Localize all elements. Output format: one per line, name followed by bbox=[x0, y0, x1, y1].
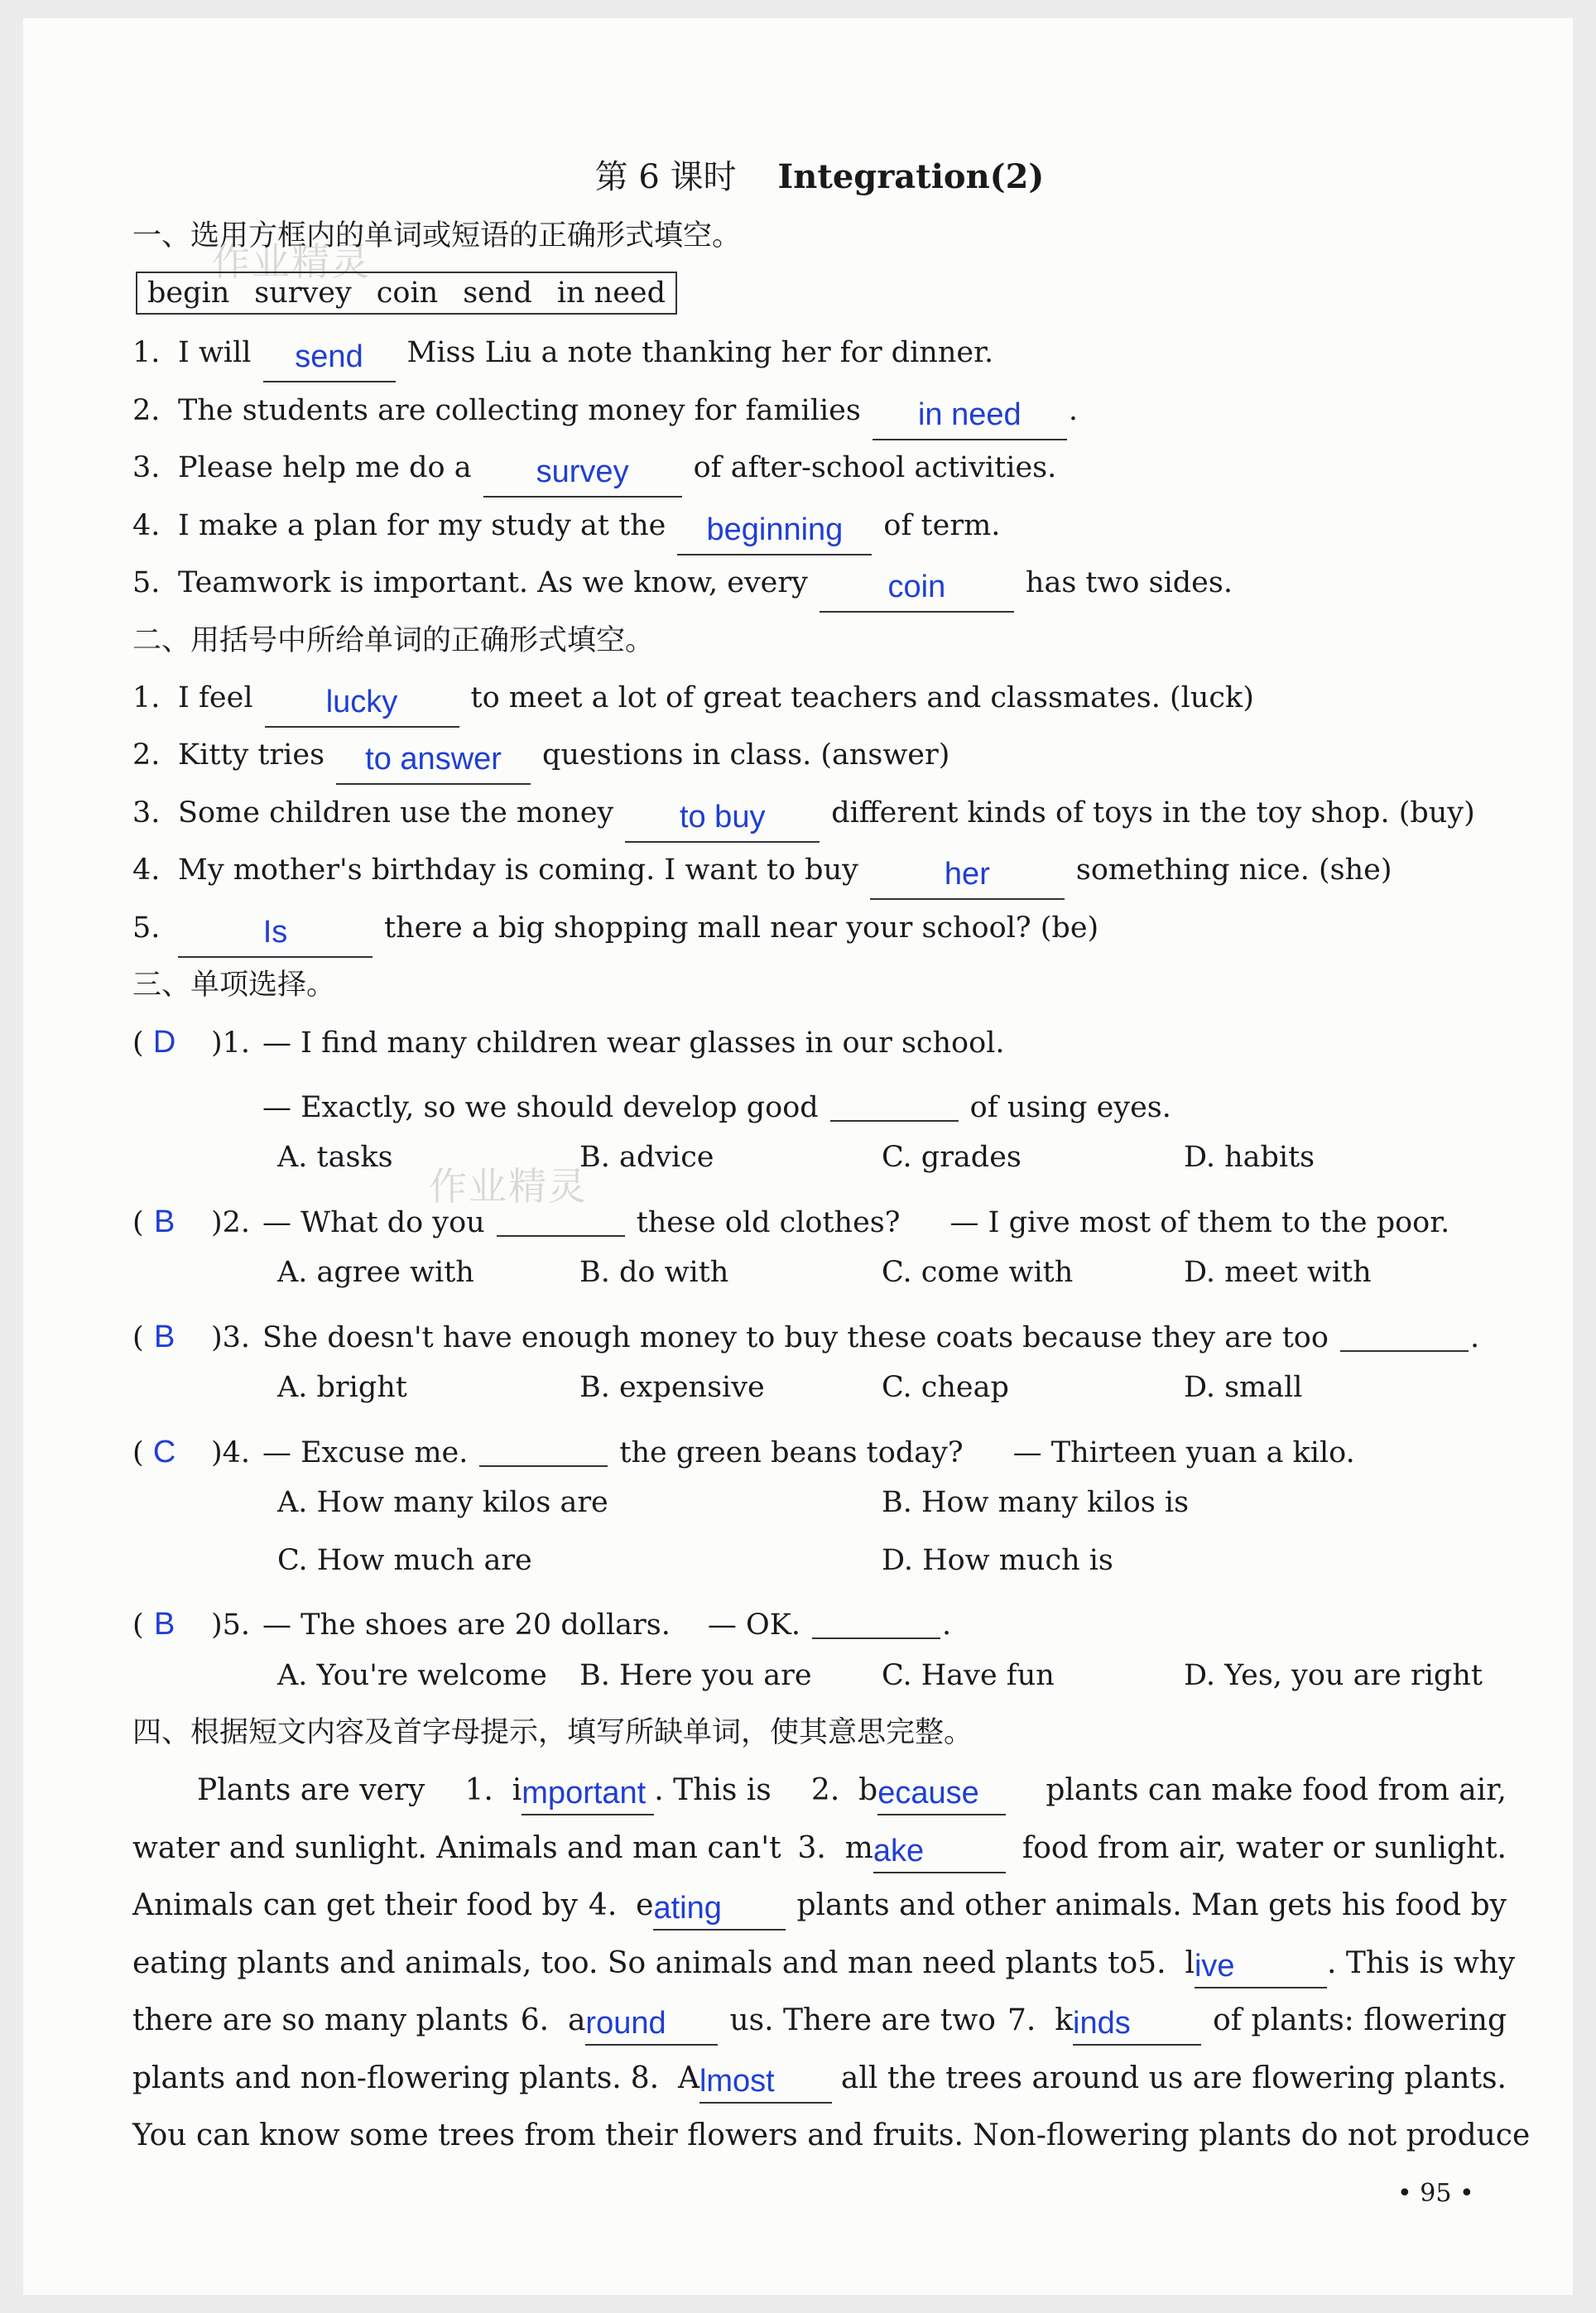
blank-number: 5. bbox=[1137, 1945, 1166, 1980]
item-text: of after-school activities. bbox=[693, 451, 1057, 484]
answer-text: her bbox=[944, 857, 990, 892]
mc-question bbox=[132, 1302, 1507, 1360]
answer-choice: C bbox=[152, 1434, 176, 1469]
question-number: )4. bbox=[211, 1435, 251, 1469]
blank-group bbox=[1137, 1935, 1515, 1993]
s2-item bbox=[132, 670, 1507, 728]
option[interactable]: A. bright bbox=[277, 1371, 407, 1404]
blank-group bbox=[811, 1762, 1006, 1820]
question-text: She doesn't have enough money to buy these coats because they are too bbox=[262, 1320, 1329, 1354]
option[interactable]: B. advice bbox=[579, 1141, 714, 1174]
passage-text: plants and non-flowering plants. bbox=[132, 2061, 622, 2095]
passage-text: there are so many plants bbox=[132, 2003, 509, 2037]
passage-text: You can know some trees from their flowers and fruits. Non-flowering plants do not produce bbox=[132, 2118, 1531, 2152]
blank-group bbox=[465, 1762, 772, 1820]
answer-blank[interactable] bbox=[265, 683, 459, 728]
option[interactable]: C. Have fun bbox=[882, 1658, 1055, 1692]
blank-group bbox=[589, 1877, 786, 1935]
question-text: — Thirteen yuan a kilo. bbox=[1012, 1435, 1355, 1469]
answer-blank[interactable] bbox=[873, 1830, 1006, 1873]
option[interactable]: C. come with bbox=[882, 1256, 1074, 1289]
s2-item bbox=[132, 785, 1507, 843]
answer-blank[interactable] bbox=[625, 798, 820, 843]
item-text: Kitty tries bbox=[178, 738, 325, 772]
item-text: Please help me do a bbox=[178, 451, 472, 484]
passage-text: Animals can get their food by bbox=[132, 1888, 578, 1922]
question-text: — Excuse me. bbox=[262, 1435, 469, 1469]
question-text: — I find many children wear glasses in our school. bbox=[262, 1027, 1005, 1060]
answer-blank[interactable] bbox=[585, 2003, 718, 2046]
answer-blank[interactable] bbox=[483, 453, 682, 498]
options-row bbox=[132, 1532, 1507, 1590]
item-number: 1. bbox=[132, 336, 161, 369]
passage-text: all the trees around us are flowering plants. bbox=[840, 2061, 1507, 2095]
option[interactable]: D. habits bbox=[1184, 1141, 1315, 1174]
blank-number: 1. bbox=[464, 1773, 493, 1807]
lesson-number: 第 6 课时 bbox=[594, 158, 737, 196]
option[interactable]: A. How many kilos are bbox=[277, 1486, 608, 1519]
s2-item bbox=[132, 900, 1507, 958]
answer-text: round bbox=[585, 2006, 666, 2041]
answer-choice: B bbox=[153, 1607, 175, 1642]
answer-text: lucky bbox=[325, 684, 398, 719]
answer-text: in need bbox=[917, 397, 1022, 432]
option[interactable]: A. agree with bbox=[277, 1256, 474, 1289]
answer-bracket[interactable]: ( D bbox=[132, 1014, 211, 1073]
passage-line bbox=[132, 1992, 1507, 2050]
item-text: My mother's birthday is coming. I want to buy bbox=[178, 854, 858, 887]
hint-letter: b bbox=[858, 1773, 878, 1807]
item-text: I will bbox=[178, 336, 252, 369]
item-number: 4. bbox=[132, 854, 161, 887]
worksheet-content bbox=[132, 18, 1531, 2165]
answer-bracket[interactable]: ( B bbox=[132, 1194, 211, 1253]
s1-item bbox=[132, 498, 1507, 555]
question-text: — I give most of them to the poor. bbox=[949, 1205, 1450, 1239]
s1-item bbox=[132, 382, 1507, 440]
passage-line bbox=[132, 2107, 1531, 2165]
answer-blank[interactable] bbox=[699, 2061, 832, 2104]
section4-heading: 四、根据短文内容及首字母提示，填写所缺单词，使其意思完整。 bbox=[132, 1716, 973, 1749]
blank-number: 2. bbox=[810, 1773, 840, 1807]
item-text: something nice. (she) bbox=[1075, 854, 1392, 887]
option[interactable]: D. meet with bbox=[1184, 1256, 1372, 1289]
s2-item bbox=[132, 727, 1507, 785]
item-text: The students are collecting money for families bbox=[178, 393, 861, 427]
blank-group bbox=[1007, 1992, 1201, 2050]
passage-text: Plants are very bbox=[197, 1773, 425, 1807]
answer-blank[interactable] bbox=[336, 740, 531, 785]
question-text: . bbox=[1469, 1320, 1480, 1354]
hint-letter: i bbox=[512, 1773, 522, 1807]
worksheet-page bbox=[23, 18, 1573, 2295]
option[interactable]: A. tasks bbox=[277, 1141, 393, 1174]
page-number: • 95 • bbox=[1397, 2179, 1474, 2208]
s1-item bbox=[132, 555, 1507, 613]
question-number: )2. bbox=[211, 1205, 251, 1239]
option[interactable]: B. Here you are bbox=[579, 1658, 812, 1692]
item-text: different kinds of toys in the toy shop. (buy) bbox=[831, 796, 1475, 830]
passage-text: us. There are two bbox=[729, 2003, 996, 2037]
answer-blank[interactable] bbox=[677, 511, 872, 555]
answer-text: Is bbox=[262, 914, 288, 950]
option[interactable]: D. Yes, you are right bbox=[1184, 1658, 1483, 1692]
answer-blank[interactable] bbox=[873, 396, 1067, 440]
item-number: 3. bbox=[132, 796, 161, 830]
hint-letter: e bbox=[636, 1888, 654, 1922]
option[interactable]: D. small bbox=[1184, 1371, 1303, 1404]
word: coin bbox=[376, 277, 439, 310]
word: send bbox=[463, 277, 532, 310]
answer-text: ive bbox=[1194, 1948, 1235, 1984]
question-text: — Exactly, so we should develop good bbox=[262, 1090, 819, 1124]
item-text: there a big shopping mall near your school? (be) bbox=[384, 911, 1099, 945]
item-text: Teamwork is important. As we know, every bbox=[178, 566, 808, 599]
answer-blank[interactable] bbox=[263, 338, 396, 382]
option[interactable]: B. expensive bbox=[579, 1371, 765, 1404]
answer-blank[interactable] bbox=[653, 1887, 786, 1931]
section2-heading: 二、用括号中所给单词的正确形式填空。 bbox=[132, 623, 655, 657]
answer-blank[interactable] bbox=[830, 1077, 959, 1122]
answer-bracket[interactable]: ( B bbox=[132, 1309, 211, 1368]
answer-text: ake bbox=[873, 1833, 925, 1868]
item-text: Miss Liu a note thanking her for dinner. bbox=[406, 336, 994, 369]
item-number: 5. bbox=[132, 911, 161, 945]
question-text: of using eyes. bbox=[969, 1090, 1171, 1124]
answer-choice: B bbox=[153, 1204, 175, 1239]
answer-blank[interactable] bbox=[522, 1772, 654, 1815]
question-number: )5. bbox=[211, 1609, 251, 1642]
passage-line bbox=[132, 2050, 1507, 2108]
blank-group bbox=[631, 2050, 832, 2108]
option[interactable]: C. How much are bbox=[277, 1543, 532, 1577]
answer-blank[interactable] bbox=[820, 568, 1014, 613]
hint-letter: m bbox=[844, 1830, 873, 1865]
item-number: 2. bbox=[132, 393, 161, 427]
answer-text: ating bbox=[653, 1891, 722, 1926]
item-text: I feel bbox=[178, 680, 253, 714]
blank-number: 4. bbox=[588, 1888, 618, 1922]
options-row bbox=[132, 1359, 1507, 1417]
question-text: — OK. bbox=[707, 1609, 800, 1642]
answer-text: to buy bbox=[679, 799, 766, 834]
item-text: to meet a lot of great teachers and classmates. (luck) bbox=[470, 680, 1254, 714]
item-number: 2. bbox=[132, 738, 161, 772]
answer-text: send bbox=[295, 339, 363, 374]
answer-blank[interactable] bbox=[479, 1422, 608, 1467]
item-text: . bbox=[1068, 393, 1078, 427]
answer-bracket[interactable]: ( C bbox=[132, 1424, 211, 1483]
mc-question bbox=[132, 1014, 1507, 1072]
question-text: the green beans today? bbox=[619, 1435, 964, 1469]
word: survey bbox=[254, 277, 352, 310]
passage-text: eating plants and animals, too. So animals and man need plants to bbox=[132, 1945, 1138, 1980]
item-text: has two sides. bbox=[1025, 566, 1233, 599]
answer-text: coin bbox=[887, 570, 946, 604]
question-number: )3. bbox=[211, 1320, 251, 1354]
answer-text: to answer bbox=[365, 742, 502, 777]
mc-question bbox=[132, 1589, 1507, 1647]
options-row bbox=[132, 1129, 1507, 1187]
word: in need bbox=[556, 277, 666, 310]
option[interactable]: C. grades bbox=[882, 1141, 1022, 1174]
answer-blank[interactable] bbox=[178, 913, 373, 958]
question-text: these old clothes? bbox=[636, 1205, 901, 1239]
section3-heading: 三、单项选择。 bbox=[132, 969, 336, 1002]
mc-question bbox=[132, 1187, 1507, 1245]
cloze-passage bbox=[132, 1762, 1531, 2165]
question-number: )1. bbox=[211, 1027, 251, 1060]
hint-letter: a bbox=[567, 2003, 586, 2037]
passage-text: . This is why bbox=[1326, 1945, 1516, 1980]
answer-choice: D bbox=[152, 1025, 176, 1060]
answer-blank[interactable] bbox=[812, 1594, 940, 1639]
blank-number: 6. bbox=[520, 2003, 550, 2037]
options-row bbox=[132, 1647, 1507, 1705]
hint-letter: k bbox=[1055, 2003, 1074, 2037]
options-row bbox=[132, 1474, 1507, 1532]
answer-bracket[interactable]: ( B bbox=[132, 1596, 211, 1655]
answer-text: ecause bbox=[877, 1776, 979, 1810]
lesson-title: Integration(2) bbox=[777, 157, 1045, 196]
watermark: 作业精灵 bbox=[429, 1164, 588, 1209]
answer-blank[interactable] bbox=[1073, 2003, 1201, 2046]
blank-number: 8. bbox=[630, 2061, 660, 2095]
hint-letter: A bbox=[677, 2061, 699, 2095]
passage-line bbox=[132, 1935, 1516, 1993]
item-number: 5. bbox=[132, 566, 161, 599]
option[interactable]: B. do with bbox=[579, 1256, 729, 1289]
passage-line bbox=[132, 1877, 1507, 1935]
answer-text: survey bbox=[536, 454, 629, 489]
watermark: 作业精灵 bbox=[212, 239, 371, 284]
item-number: 4. bbox=[132, 508, 161, 542]
item-number: 3. bbox=[132, 451, 161, 484]
answer-blank[interactable] bbox=[1340, 1307, 1469, 1352]
passage-text: plants and other animals. Man gets his food by bbox=[796, 1888, 1507, 1922]
question-text: — The shoes are 20 dollars. bbox=[262, 1609, 671, 1642]
answer-text: lmost bbox=[699, 2063, 775, 2099]
passage-text: food from air, water or sunlight. bbox=[1022, 1830, 1507, 1865]
section1-heading: 一、选用方框内的单词或短语的正确形式填空。 bbox=[132, 219, 742, 252]
answer-text: beginning bbox=[706, 512, 844, 547]
passage-line bbox=[132, 1762, 1507, 1820]
mc-question-line2 bbox=[132, 1072, 1507, 1130]
s2-item bbox=[132, 842, 1507, 900]
answer-text: mportant bbox=[522, 1776, 647, 1810]
passage-text: . This is bbox=[654, 1773, 772, 1807]
s1-item bbox=[132, 440, 1507, 498]
answer-text: inds bbox=[1073, 2006, 1131, 2041]
passage-text: of plants: flowering bbox=[1213, 2003, 1507, 2037]
blank-group bbox=[798, 1820, 1006, 1878]
item-text: of term. bbox=[883, 508, 1001, 542]
s1-item bbox=[132, 325, 1507, 382]
page-title bbox=[132, 147, 1507, 208]
word-box bbox=[136, 272, 677, 315]
question-text: . bbox=[941, 1609, 952, 1642]
option[interactable]: A. You're welcome bbox=[277, 1658, 547, 1692]
item-text: I make a plan for my study at the bbox=[178, 508, 666, 542]
options-row bbox=[132, 1244, 1507, 1302]
option[interactable]: B. How many kilos is bbox=[882, 1486, 1190, 1519]
option[interactable]: C. cheap bbox=[882, 1371, 1009, 1404]
blank-number: 3. bbox=[797, 1830, 826, 1865]
item-number: 1. bbox=[132, 680, 161, 714]
passage-line bbox=[132, 1820, 1507, 1878]
answer-choice: B bbox=[153, 1319, 175, 1354]
mc-question bbox=[132, 1417, 1507, 1475]
item-text: Some children use the money bbox=[178, 796, 614, 830]
passage-text: water and sunlight. Animals and man can't bbox=[132, 1830, 781, 1865]
answer-blank[interactable] bbox=[1195, 1945, 1327, 1988]
word: begin bbox=[147, 277, 230, 310]
answer-blank[interactable] bbox=[870, 855, 1065, 900]
question-text: — What do you bbox=[262, 1205, 485, 1239]
hint-letter: l bbox=[1185, 1945, 1195, 1980]
answer-blank[interactable] bbox=[497, 1192, 625, 1237]
item-text: questions in class. (answer) bbox=[542, 738, 950, 772]
answer-blank[interactable] bbox=[877, 1772, 1006, 1815]
passage-text: plants can make food from air, bbox=[1046, 1773, 1507, 1807]
blank-number: 7. bbox=[1007, 2003, 1036, 2037]
blank-group bbox=[521, 1992, 719, 2050]
option[interactable]: D. How much is bbox=[882, 1543, 1113, 1577]
